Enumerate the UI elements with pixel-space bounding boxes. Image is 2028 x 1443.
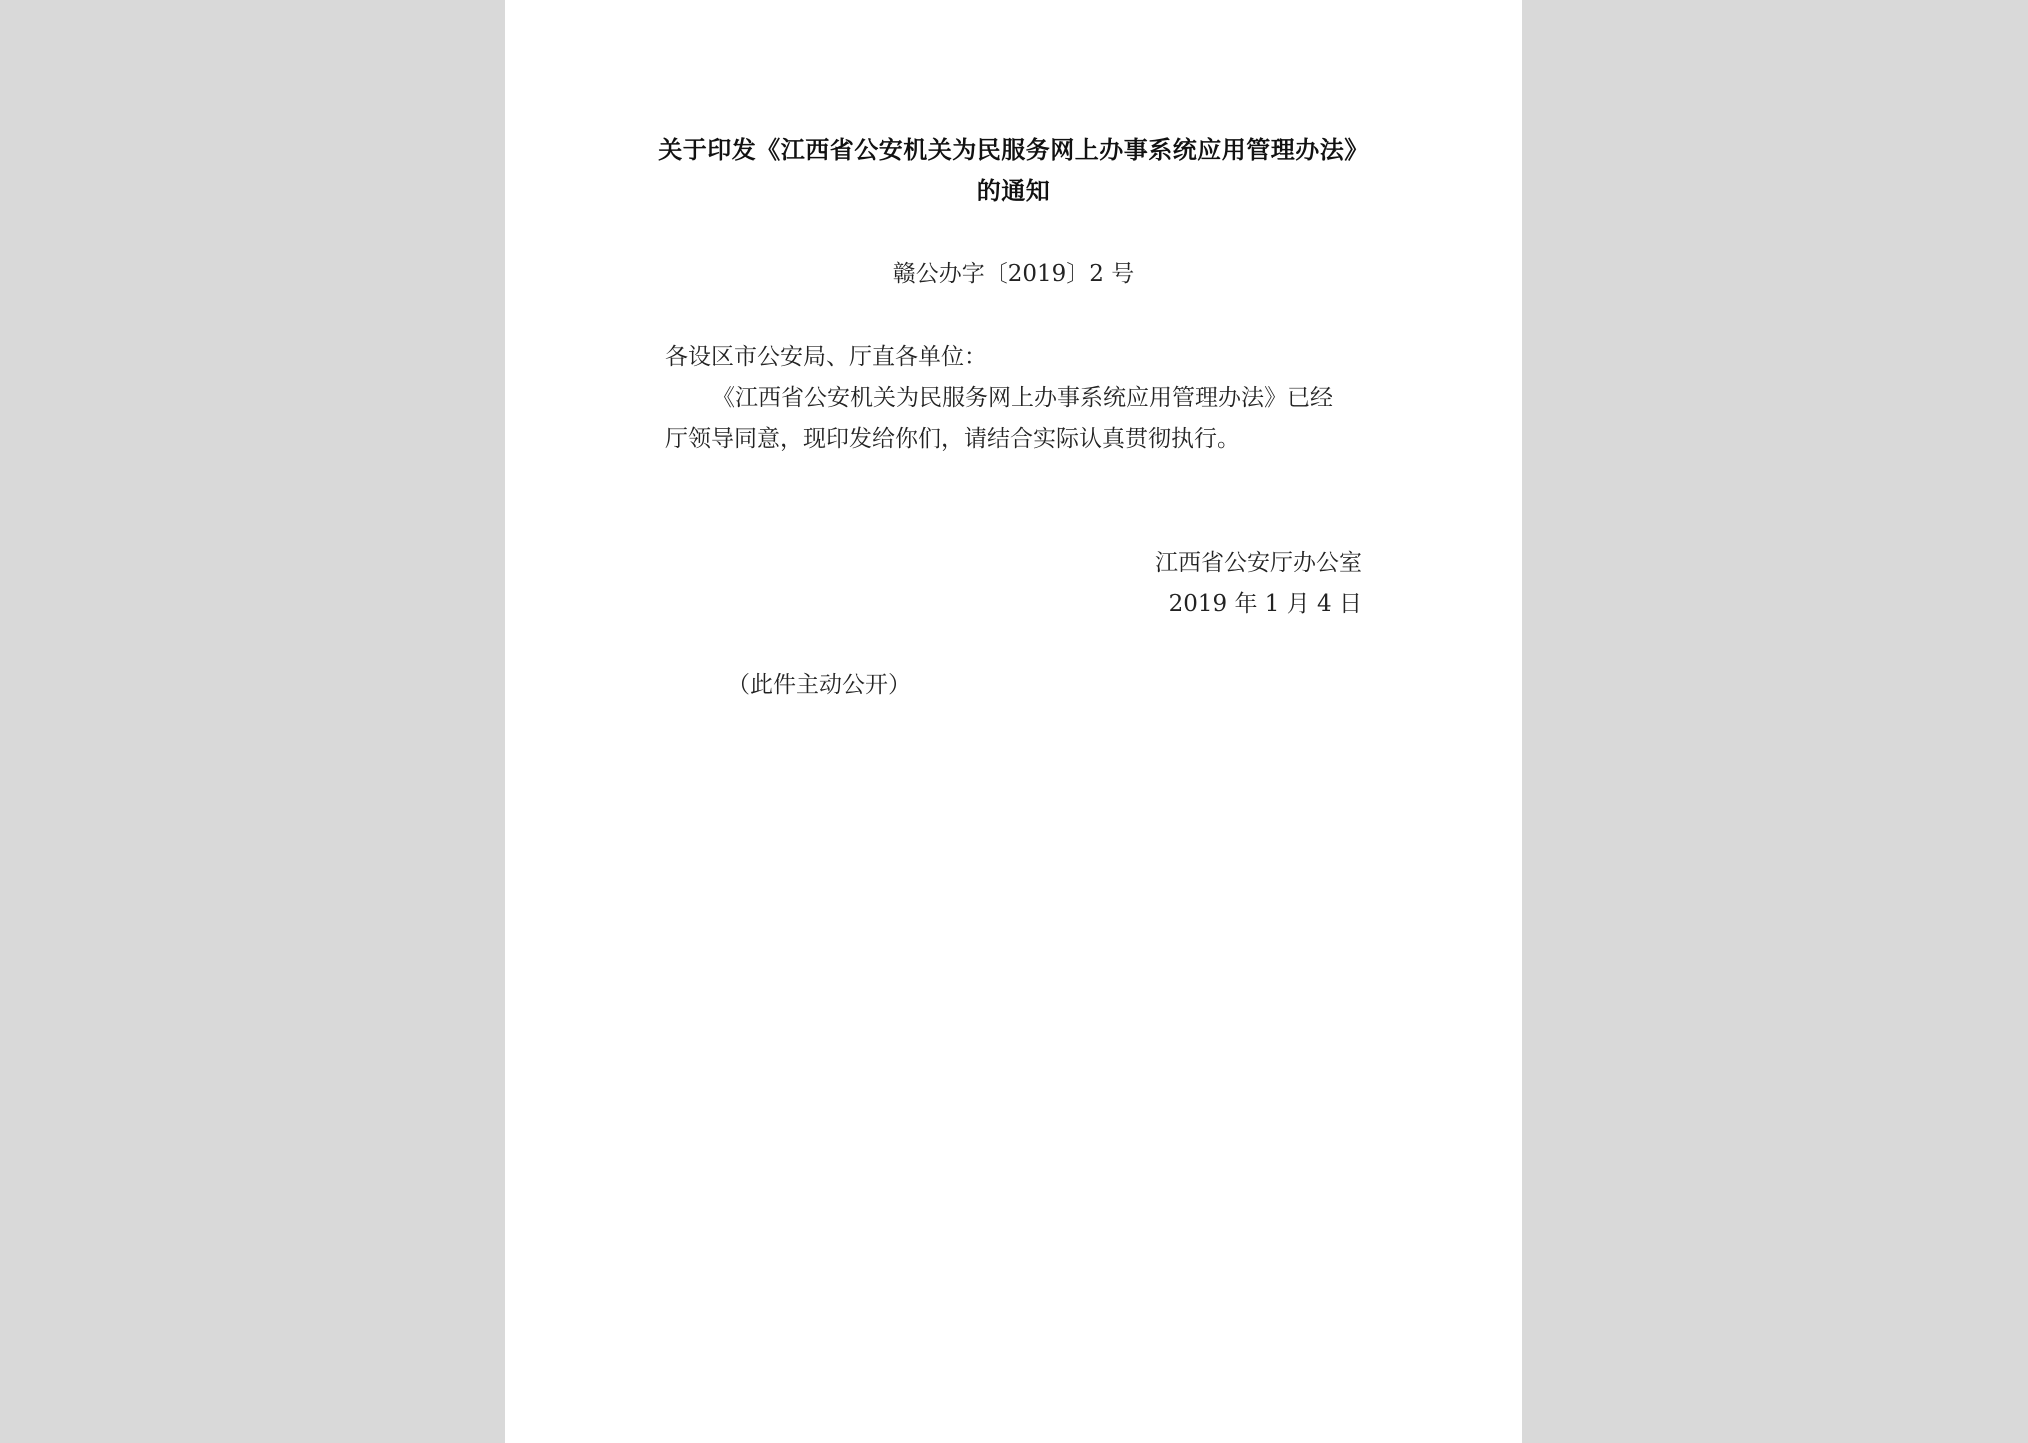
document-title-line-2: 的通知 <box>976 176 1051 205</box>
disclosure-note: （此件主动公开） <box>727 672 911 698</box>
signature-organization: 江西省公安厅办公室 <box>1155 550 1362 576</box>
document-page <box>505 0 1522 1443</box>
body-line-2: 厅领导同意，现印发给你们，请结合实际认真贯彻执行。 <box>665 426 1240 452</box>
addressee: 各设区市公安局、厅直各单位： <box>665 344 987 370</box>
signature-date: 2019 年 1 月 4 日 <box>1168 591 1362 617</box>
document-title-line-1: 关于印发《江西省公安机关为民服务网上办事系统应用管理办法》 <box>658 135 1369 164</box>
body-line-1: 《江西省公安机关为民服务网上办事系统应用管理办法》已经 <box>712 385 1333 411</box>
document-number: 赣公办字〔2019〕2 号 <box>892 261 1135 287</box>
